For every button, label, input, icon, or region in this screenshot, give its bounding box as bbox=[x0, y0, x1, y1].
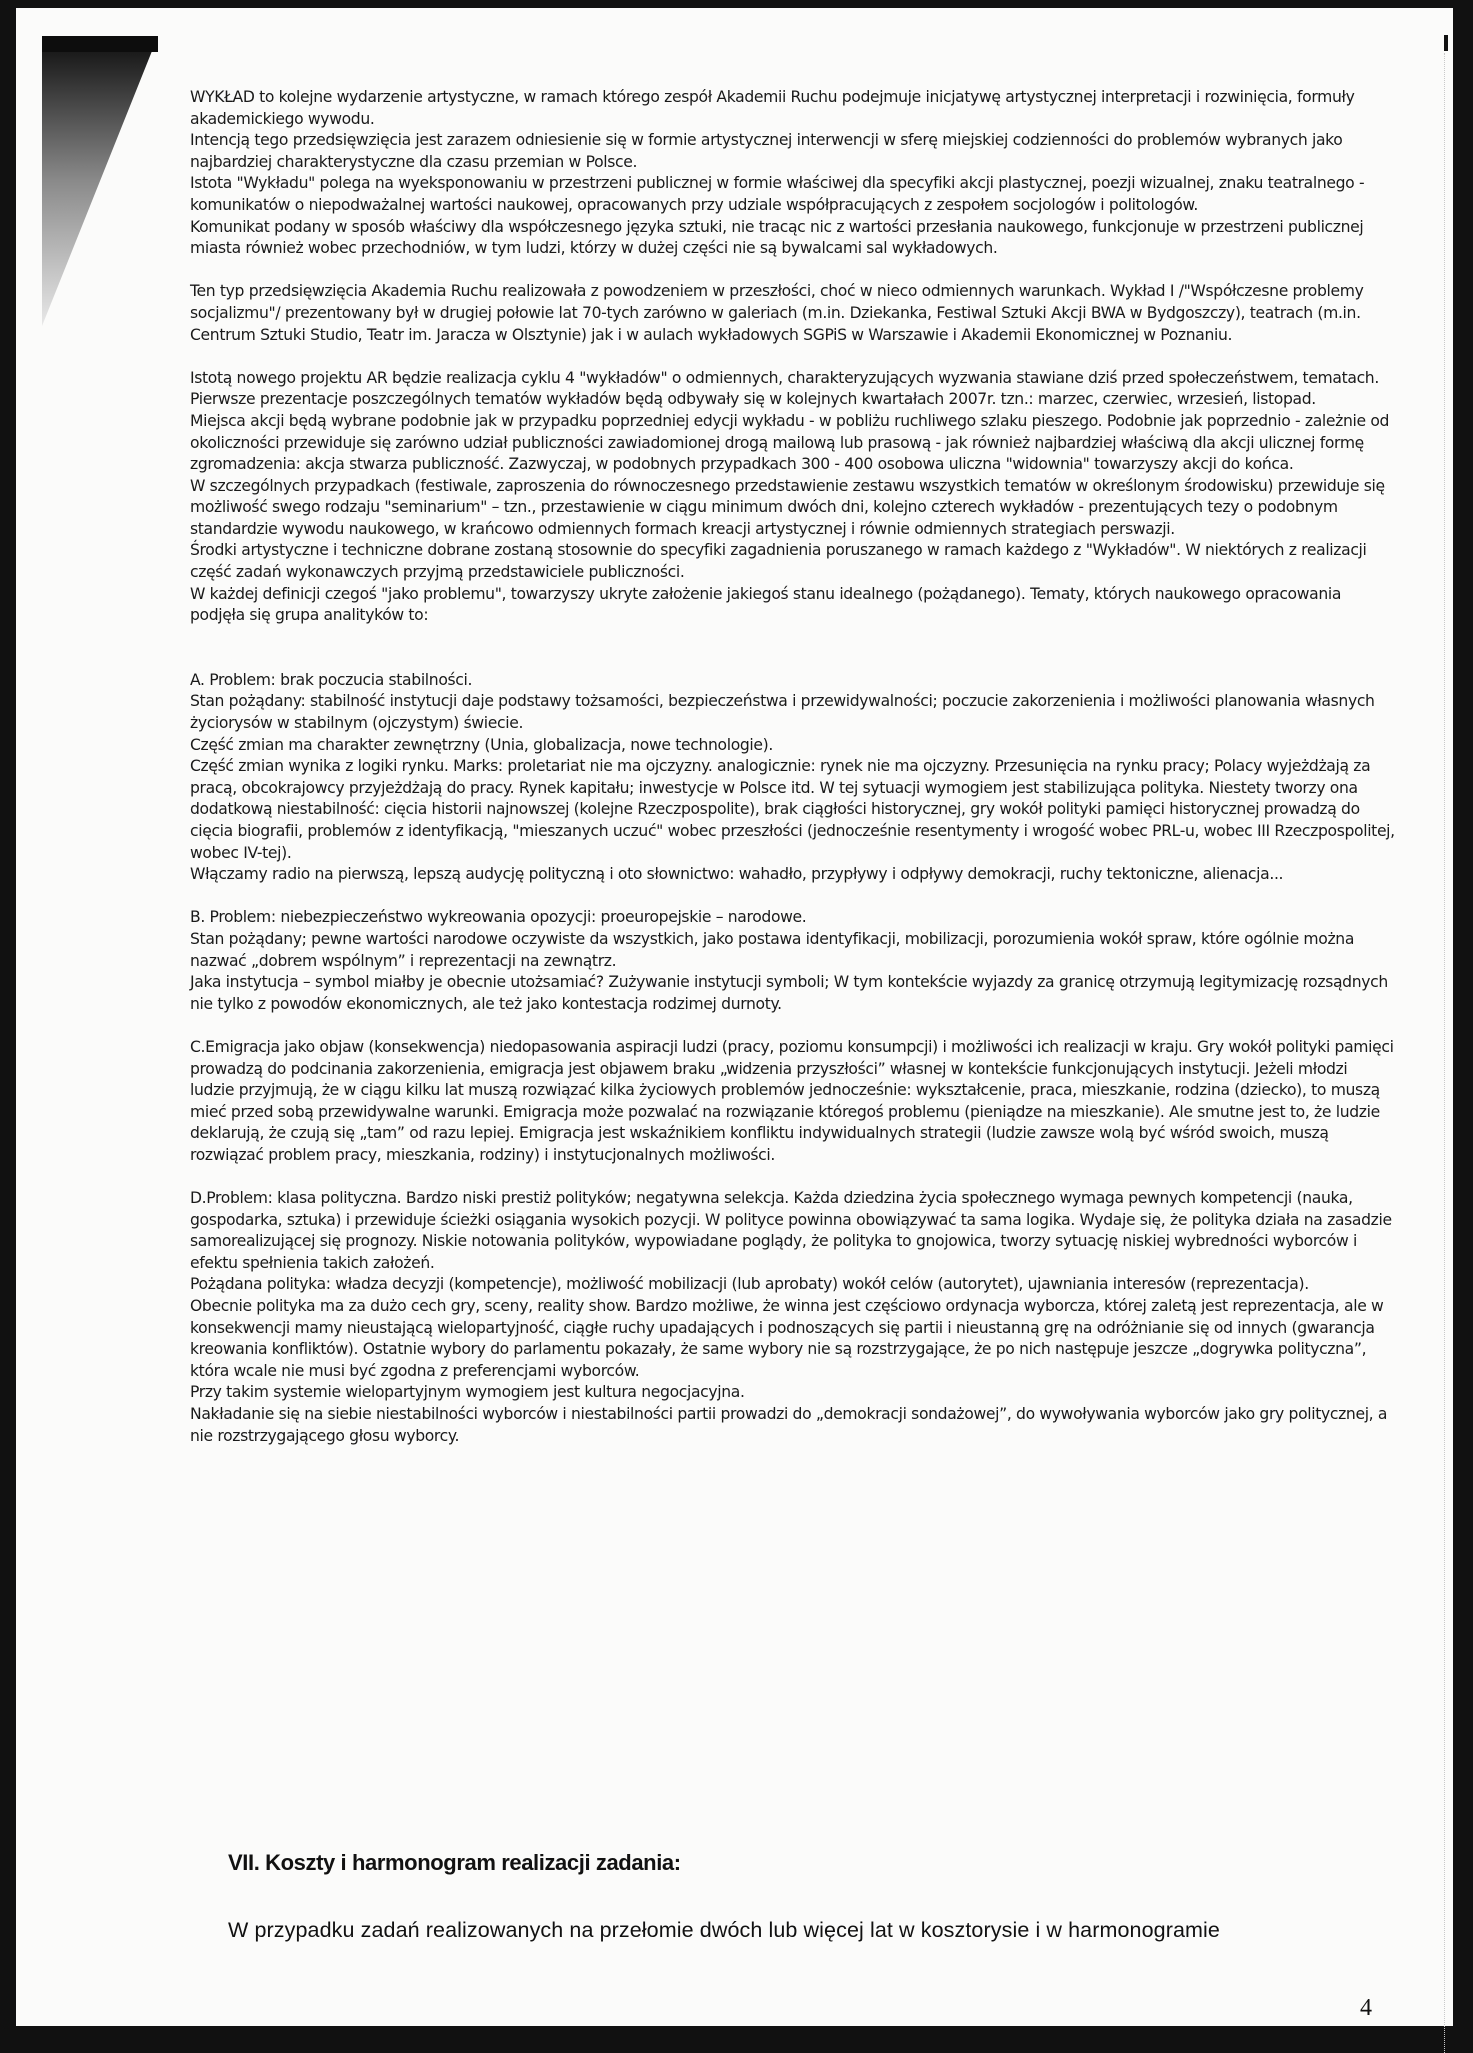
paragraph: W każdej definicji czegoś "jako problemu", towarzyszy ukryte założenie jakiegoś stanu idealnego (pożądanego). Tematy, których naukowego opracowania podjęła się grupa analityków to: bbox=[190, 584, 1342, 625]
paragraph: Komunikat podany w sposób właściwy dla współczesnego języka sztuki, nie tracąc nic z wartości przesłania naukowego, funkcjonuje w przestrzeni publicznej miasta również wobec przechodniów, w tym ludzi, którzy w dużej części nie są bywalcami sal wykładowych. bbox=[190, 217, 1364, 258]
margin-mark bbox=[1444, 35, 1448, 51]
paragraph: Obecnie polityka ma za dużo cech gry, sceny, reality show. Bardzo możliwe, że winna jest częściowo ordynacja wyborcza, której zaletą jest reprezentacja, ale w konsekwencji mamy nieustającą wielopartyjność, ciągłe ruchy upadających i podnoszących się partii i nieustanną grę na odróżnianie się od innych (gwarancja kreowania konfliktów). Ostatnie wybory do parlamentu pokazały, że same wybory nie są rozstrzygające, że po nich następuje jeszcze „dogrywka polityczna”, która wcale nie musi być zgodna z preferencjami wyborców. bbox=[190, 1297, 1384, 1380]
paragraph: Ten typ przedsięwzięcia Akademia Ruchu realizowała z powodzeniem w przeszłości, choć w nieco odmiennych warunkach. Wykład I /"Współczesne problemy socjalizmu"/ prezentowany był w drugiej połowie lat 70-tych zarówno w galeriach (m.in. Dziekanka, Festiwal Sztuki Akcji BWA w Bydgoszczy), teatrach (m.in. Centrum Sztuki Studio, Teatr im. Jaracza w Olsztynie) jak i w aulach wykładowych SGPiS w Warszawie i Akademii Ekonomicznej w Poznaniu. bbox=[190, 282, 1364, 344]
problem-d-section bbox=[190, 1188, 1395, 1447]
paragraph: WYKŁAD to kolejne wydarzenie artystyczne, w ramach którego zespół Akademii Ruchu podejmuje inicjatywę artystycznej interpretacji i rozwinięcia, formuły akademickiego wywodu. bbox=[190, 88, 1355, 128]
margin-dotted-line bbox=[1444, 53, 1446, 2053]
paragraph: Istota "Wykładu" polega na wyeksponowaniu w przestrzeni publicznej w formie właściwej dla specyfiki akcji plastycznej, poezji wizualnej, znaku teatralnego - komunikatów o niepodważalnej wartości naukowej, opracowanych przy udziale współpracujących z zespołem socjologów i politologów. bbox=[190, 174, 1365, 214]
paragraph: Jaka instytucja – symbol miałby je obecnie utożsamiać? Zużywanie instytucji symboli; W tym kontekście wyjazdy za granicę otrzymują legitymizację rozsądnych nie tylko z powodów ekonomicznych, ale też jako kontestacja rodzimej durnoty. bbox=[190, 973, 1388, 1013]
page-number: 4 bbox=[1360, 1995, 1372, 2021]
paragraph: Miejsca akcji będą wybrane podobnie jak w przypadku poprzedniej edycji wykładu - w pobliżu ruchliwego szlaku pieszego. Podobnie jak poprzednio - zależnie od okoliczności przewiduje się zarówno udział publiczności zawiadomionej drogą mailową lub prasową - jak również najbardziej właściwą dla akcji ulicznej formę zgromadzenia: akcja stwarza publiczność. Zazwyczaj, w podobnych przypadkach 300 - 400 osobowa uliczna "widownia" towarzyszy akcji do końca. bbox=[190, 411, 1390, 474]
paragraph: Pożądana polityka: władza decyzji (kompetencje), możliwość mobilizacji (lub aprobaty) wokół celów (autorytet), ujawniania interesów (reprezentacja). bbox=[190, 1275, 1309, 1294]
decorative-gradient-triangle bbox=[42, 36, 158, 326]
body-text bbox=[190, 87, 1395, 1447]
paragraph: Przy takim systemie wielopartyjnym wymogiem jest kultura negocjacyjna. bbox=[190, 1383, 745, 1402]
paragraph: Istotą nowego projektu AR będzie realizacja cyklu 4 "wykładów" o odmiennych, charakteryzujących wyzwania stawiane dziś przed społeczeństwem, tematach. bbox=[190, 368, 1379, 387]
paragraph: Stan pożądany; pewne wartości narodowe oczywiste da wszystkich, jako postawa identyfikacji, mobilizacji, porozumienia wokół spraw, które ogólnie można nazwać „dobrem wspólnym” i reprezentacji na zewnątrz. bbox=[190, 929, 1355, 970]
history-section bbox=[190, 281, 1395, 346]
problem-title: B. Problem: niebezpieczeństwo wykreowania opozycji: proeuropejskie – narodowe. bbox=[190, 908, 807, 927]
paragraph: Nakładanie się na siebie niestabilności wyborców i niestabilności partii prowadzi do „demokracji sondażowej”, do wywoływania wyborców jako gry politycznej, a nie rozstrzygającego głosu wyborcy. bbox=[190, 1405, 1388, 1445]
paragraph: Pierwsze prezentacje poszczególnych tematów wykładów będą odbywały się w kolejnych kwartałach 2007r. tzn.: marzec, czerwiec, wrzesień, listopad. bbox=[190, 390, 1316, 409]
project-section bbox=[190, 368, 1395, 627]
paragraph: C.Emigracja jako objaw (konsekwencja) niedopasowania aspiracji ludzi (pracy, poziomu konsumpcji) i możliwości ich realizacji w kraju. Gry wokół polityki pamięci prowadzą do podcinania zakorzenienia, emigracja jest objawem braku „widzenia przyszłości” własnej w kontekście funkcjonujących instytucji. Jeżeli młodzi ludzie przyjmują, że w ciągu kilku lat muszą rozwiązać kilka życiowych problemów jednocześnie: wykształcenie, praca, mieszkanie, rodzina (dziecko), to muszą mieć przed sobą przewidywalne warunki. Emigracja może pozwalać na rozwiązanie któregoś problemu (pieniądze na mieszkanie). Ale smutne jest to, że ludzie deklarują, że czują się „tam” od razu lepiej. Emigracja jest wskaźnikiem konfliktu indywidualnych strategii (ludzie zawsze wolą być wśród swoich, muszą rozwiązać problem pracy, mieszkania, rodziny) i instytucjonalnych możliwości. bbox=[190, 1037, 1394, 1164]
section-heading: VII. Koszty i harmonogram realizacji zadania: bbox=[228, 1850, 681, 1875]
paragraph: Intencją tego przedsięwzięcia jest zarazem odniesienie się w formie artystycznej interwencji w sferę miejskiej codzienności do problemów wybranych jako najbardziej charakterystyczne dla czasu przemian w Polsce. bbox=[190, 131, 1343, 171]
paragraph: D.Problem: klasa polityczna. Bardzo niski prestiż polityków; negatywna selekcja. Każda dziedzina życia społecznego wymaga pewnych kompetencji (nauka, gospodarka, sztuka) i przewiduje ścieżki osiągania wysokich pozycji. W polityce powinna obowiązywać ta sama logika. Wydaje się, że polityka działa na zasadzie samorealizującej się prognozy. Niskie notowania polityków, wypowiadane poglądy, że polityka to gnojowica, tworzy sytuację niskiej wybredności wyborców i efektu spełnienia takich założeń. bbox=[190, 1189, 1392, 1272]
paragraph: Część zmian wynika z logiki rynku. Marks: proletariat nie ma ojczyzny. analogicznie: rynek nie ma ojczyzny. Przesunięcia na rynku pracy; Polacy wyjeżdżają za pracą, obcokrajowcy przyjeżdżają do pracy. Rynek kapitału; inwestycje w Polsce itd. W tej sytuacji wymogiem jest stabilizująca polityka. Niestety tworzy ona dodatkową niestabilność: cięcia historii najnowszej (kolejne Rzeczpospolite), brak ciągłości historycznej, gry wokół polityki pamięci historycznej prowadzą do cięcia biografii, problemów z identyfikacją, "mieszanych uczuć" wobec przeszłości (jednocześnie resentymenty i wrogość wobec PRL-u, wobec III Rzeczpospolitej, wobec IV-tej). bbox=[190, 757, 1395, 862]
intro-section bbox=[190, 87, 1395, 260]
problem-a-section bbox=[190, 670, 1395, 886]
problem-b-section bbox=[190, 907, 1395, 1015]
section-intro: W przypadku zadań realizowanych na przełomie dwóch lub więcej lat w kosztorysie i w harmonogramie bbox=[228, 1918, 1220, 1942]
problem-title: A. Problem: brak poczucia stabilności. bbox=[190, 670, 473, 689]
paragraph: W szczególnych przypadkach (festiwale, zaproszenia do równoczesnego przedstawienie zestawu wszystkich tematów w określonym środowisku) przewiduje się możliwość swego rodzaju "seminarium" – tzn., przestawienie w ciągu minimum dwóch dni, kolejno czterech wykładów - prezentujących tezy o podobnym standardzie wywodu naukowego, w krańcowo odmiennych formach kreacji artystycznej i równie odmiennych strategiach perswazji. bbox=[190, 476, 1385, 538]
problem-c-section bbox=[190, 1037, 1395, 1167]
paragraph: Środki artystyczne i techniczne dobrane zostaną stosownie do specyfiki zagadnienia poruszanego w ramach każdego z "Wykładów". W niektórych z realizacji część zadań wykonawczych przyjmą przedstawiciele publiczności. bbox=[190, 541, 1367, 582]
paragraph: Część zmian ma charakter zewnętrzny (Unia, globalizacja, nowe technologie). bbox=[190, 735, 773, 754]
paragraph: Stan pożądany: stabilność instytucji daje podstawy tożsamości, bezpieczeństwa i przewidywalności; poczucie zakorzenienia i możliwości planowania własnych życiorysów w stabilnym (ojczystym) świecie. bbox=[190, 692, 1375, 733]
paragraph: Włączamy radio na pierwszą, lepszą audycję polityczną i oto słownictwo: wahadło, przypływy i odpływy demokracji, ruchy tektoniczne, alienacja... bbox=[190, 865, 1284, 884]
